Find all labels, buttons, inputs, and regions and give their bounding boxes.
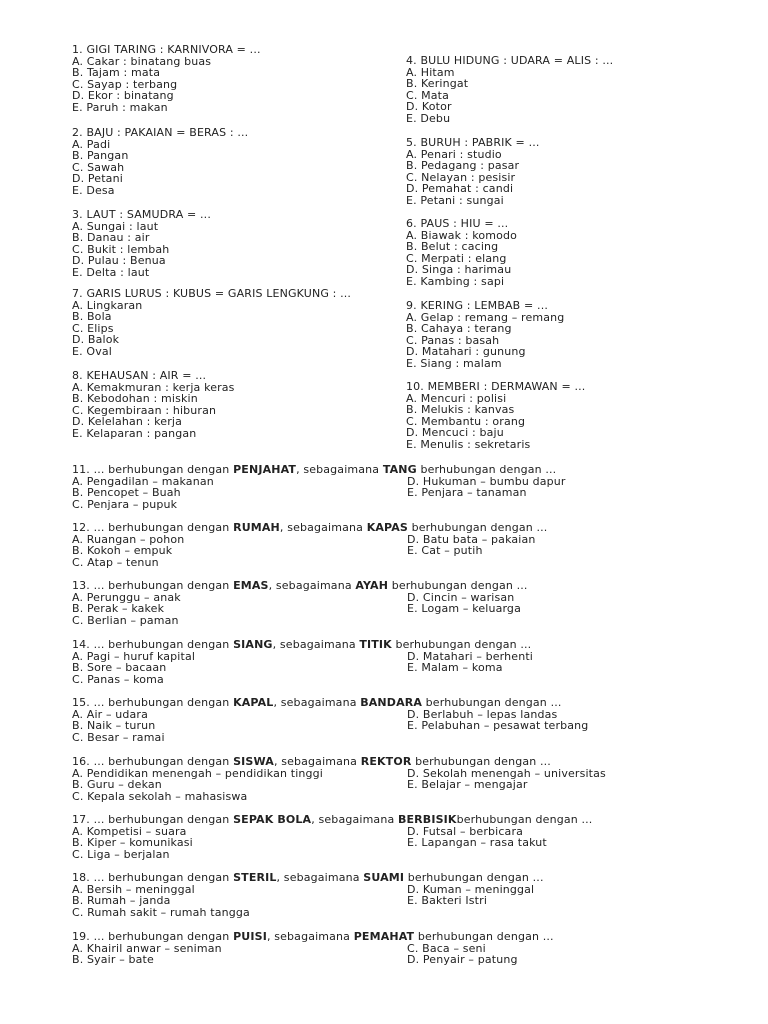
question-title: 12. ... berhubungan dengan RUMAH, sebagaimana KAPAS berhubungan dengan ... bbox=[72, 521, 548, 534]
question-title: 16. ... berhubungan dengan SISWA, sebagaimana REKTOR berhubungan dengan ... bbox=[72, 755, 551, 768]
option: B. Rumah – janda bbox=[72, 894, 171, 908]
option: D. Singa : harimau bbox=[406, 263, 512, 277]
keyword: STERIL bbox=[233, 871, 277, 884]
option: A. Hitam bbox=[406, 65, 455, 79]
option: A. Perunggu – anak bbox=[72, 590, 181, 604]
option: B. Bola bbox=[72, 310, 112, 324]
option: D. Batu bata – pakaian bbox=[407, 532, 536, 546]
option: A. Air – udara bbox=[72, 707, 148, 721]
option: B. Kiper – komunikasi bbox=[72, 836, 193, 850]
question-7 bbox=[72, 288, 351, 358]
option: B. Cahaya : terang bbox=[406, 322, 512, 336]
question-title: 4. BULU HIDUNG : UDARA = ALIS : ... bbox=[406, 54, 614, 67]
question-title: 7. GARIS LURUS : KUBUS = GARIS LENGKUNG : ... bbox=[72, 287, 352, 300]
question-5 bbox=[406, 137, 540, 207]
option: D. Pulau : Benua bbox=[72, 254, 166, 268]
option: D. Matahari : gunung bbox=[406, 345, 526, 359]
option: B. Naik – turun bbox=[72, 719, 156, 733]
question-17 bbox=[72, 814, 592, 860]
question-13 bbox=[72, 580, 528, 626]
option: D. Sekolah menengah – universitas bbox=[407, 766, 606, 780]
option: C. Sawah bbox=[72, 160, 125, 174]
keyword: REKTOR bbox=[360, 755, 412, 768]
option: B. Sore – bacaan bbox=[72, 661, 167, 675]
option: C. Membantu : orang bbox=[406, 414, 526, 428]
keyword: PEMAHAT bbox=[353, 930, 415, 943]
option: A. Penari : studio bbox=[406, 147, 502, 161]
question-3 bbox=[72, 209, 211, 279]
option: E. Cat – putih bbox=[407, 544, 483, 558]
keyword: EMAS bbox=[233, 579, 269, 592]
option: C. Sayap : terbang bbox=[72, 77, 178, 91]
option: E. Lapangan – rasa takut bbox=[407, 836, 547, 850]
option: A. Cakar : binatang buas bbox=[72, 54, 212, 68]
option: C. Elips bbox=[72, 321, 114, 335]
option: A. Pagi – huruf kapital bbox=[72, 649, 196, 663]
option: E. Siang : malam bbox=[406, 356, 502, 370]
keyword: PENJAHAT bbox=[233, 463, 297, 476]
option: D. Hukuman – bumbu dapur bbox=[407, 474, 566, 488]
option: A. Mencuri : polisi bbox=[406, 391, 507, 405]
option: A. Pendidikan menengah – pendidikan tinggi bbox=[72, 766, 323, 780]
option: A. Biawak : komodo bbox=[406, 228, 518, 242]
option: C. Mata bbox=[406, 88, 450, 102]
option: C. Atap – tenun bbox=[72, 555, 159, 569]
question-title: 19. ... berhubungan dengan PUISI, sebagaimana PEMAHAT berhubungan dengan ... bbox=[72, 930, 554, 943]
option: E. Delta : laut bbox=[72, 265, 150, 279]
question-title: 14. ... berhubungan dengan SIANG, sebagaimana TITIK berhubungan dengan ... bbox=[72, 638, 532, 651]
option: D. Matahari – berhenti bbox=[407, 649, 533, 663]
option: A. Kompetisi – suara bbox=[72, 824, 187, 838]
option: B. Kebodohan : miskin bbox=[72, 392, 198, 406]
option: B. Melukis : kanvas bbox=[406, 403, 515, 417]
option: B. Belut : cacing bbox=[406, 240, 499, 254]
option: B. Syair – bate bbox=[72, 953, 154, 967]
question-title: 3. LAUT : SAMUDRA = ... bbox=[72, 208, 211, 221]
keyword: SISWA bbox=[233, 755, 274, 768]
keyword: SIANG bbox=[233, 638, 273, 651]
keyword: KAPAS bbox=[366, 521, 408, 534]
keyword: BERBISIK bbox=[397, 813, 457, 826]
question-2 bbox=[72, 127, 248, 197]
option: E. Kelaparan : pangan bbox=[72, 426, 197, 440]
question-12 bbox=[72, 522, 547, 568]
option: B. Perak – kakek bbox=[72, 602, 165, 616]
option: D. Petani bbox=[72, 172, 123, 186]
option: E. Paruh : makan bbox=[72, 100, 168, 114]
option: D. Mencuci : baju bbox=[406, 426, 504, 440]
question-11 bbox=[72, 463, 566, 511]
option: C. Besar – ramai bbox=[72, 730, 165, 744]
keyword: TITIK bbox=[359, 638, 392, 651]
option: C. Liga – berjalan bbox=[72, 847, 170, 861]
option: C. Penjara – pupuk bbox=[72, 497, 178, 511]
question-title: 9. KERING : LEMBAB = ... bbox=[406, 299, 548, 312]
option: D. Penyair – patung bbox=[407, 953, 518, 967]
keyword: PUISI bbox=[233, 930, 267, 943]
question-title: 15. ... berhubungan dengan KAPAL, sebagaimana BANDARA berhubungan dengan ... bbox=[72, 696, 562, 709]
option: A. Kemakmuran : kerja keras bbox=[72, 380, 235, 394]
keyword: RUMAH bbox=[233, 521, 280, 534]
option: B. Tajam : mata bbox=[72, 66, 161, 80]
option: E. Bakteri Istri bbox=[407, 894, 488, 908]
keyword: SEPAK BOLA bbox=[233, 813, 312, 826]
option: E. Petani : sungai bbox=[406, 193, 504, 207]
option: D. Berlabuh – lepas landas bbox=[407, 707, 558, 721]
option: B. Keringat bbox=[406, 77, 469, 91]
option: B. Pedagang : pasar bbox=[406, 159, 520, 173]
option: C. Panas – koma bbox=[72, 672, 164, 686]
option: C. Berlian – paman bbox=[72, 613, 179, 627]
option: D. Futsal – berbicara bbox=[407, 824, 524, 838]
question-title: 11. ... berhubungan dengan PENJAHAT, sebagaimana TANG berhubungan dengan ... bbox=[72, 463, 557, 476]
option: E. Debu bbox=[406, 111, 451, 125]
option: E. Menulis : sekretaris bbox=[406, 437, 531, 451]
question-9 bbox=[406, 300, 564, 370]
question-title: 1. GIGI TARING : KARNIVORA = ... bbox=[72, 43, 261, 56]
option: D. Pemahat : candi bbox=[406, 182, 514, 196]
question-title: 5. BURUH : PABRIK = ... bbox=[406, 136, 540, 149]
keyword: AYAH bbox=[355, 579, 389, 592]
keyword: BANDARA bbox=[360, 696, 423, 709]
question-19 bbox=[72, 931, 554, 966]
option: E. Malam – koma bbox=[407, 661, 503, 675]
option: A. Padi bbox=[72, 137, 111, 151]
option: A. Ruangan – pohon bbox=[72, 532, 185, 546]
question-title: 13. ... berhubungan dengan EMAS, sebagaimana AYAH berhubungan dengan ... bbox=[72, 579, 528, 592]
question-4 bbox=[406, 55, 613, 125]
option: B. Pangan bbox=[72, 149, 129, 163]
option: E. Penjara – tanaman bbox=[407, 486, 527, 500]
option: C. Rumah sakit – rumah tangga bbox=[72, 905, 250, 919]
option: E. Oval bbox=[72, 344, 112, 358]
question-14 bbox=[72, 639, 531, 685]
option: D. Kelelahan : kerja bbox=[72, 415, 182, 429]
option: C. Nelayan : pesisir bbox=[406, 170, 516, 184]
option: C. Bukit : lembah bbox=[72, 242, 170, 256]
option: A. Khairil anwar – seniman bbox=[72, 941, 222, 955]
keyword: TANG bbox=[382, 463, 417, 476]
option: D. Kotor bbox=[406, 100, 452, 114]
question-title: 18. ... berhubungan dengan STERIL, sebagaimana SUAMI berhubungan dengan ... bbox=[72, 871, 544, 884]
question-1 bbox=[72, 44, 261, 114]
option: E. Logam – keluarga bbox=[407, 602, 521, 616]
option: A. Bersih – meninggal bbox=[72, 882, 195, 896]
option: C. Merpati : elang bbox=[406, 251, 507, 265]
question-6 bbox=[406, 218, 517, 288]
question-title: 6. PAUS : HIU = ... bbox=[406, 217, 509, 230]
option: D. Ekor : binatang bbox=[72, 89, 174, 103]
keyword: KAPAL bbox=[233, 696, 274, 709]
option: A. Sungai : laut bbox=[72, 219, 159, 233]
option: E. Belajar – mengajar bbox=[407, 778, 528, 792]
option: A. Lingkaran bbox=[72, 298, 143, 312]
option: B. Pencopet – Buah bbox=[72, 486, 181, 500]
option: A. Gelap : remang – remang bbox=[406, 310, 565, 324]
option: E. Desa bbox=[72, 183, 115, 197]
option: B. Kokoh – empuk bbox=[72, 544, 173, 558]
option: C. Kepala sekolah – mahasiswa bbox=[72, 789, 248, 803]
option: D. Kuman – meninggal bbox=[407, 882, 535, 896]
question-title: 10. MEMBERI : DERMAWAN = ... bbox=[406, 380, 586, 393]
question-16 bbox=[72, 755, 606, 803]
option: C. Kegembiraan : hiburan bbox=[72, 403, 217, 417]
option: A. Pengadilan – makanan bbox=[72, 474, 214, 488]
option: D. Balok bbox=[72, 333, 120, 347]
option: D. Cincin – warisan bbox=[407, 590, 515, 604]
option: B. Guru – dekan bbox=[72, 778, 162, 792]
option: E. Pelabuhan – pesawat terbang bbox=[407, 719, 589, 733]
question-title: 2. BAJU : PAKAIAN = BERAS : ... bbox=[72, 126, 249, 139]
question-title: 8. KEHAUSAN : AIR = ... bbox=[72, 369, 207, 382]
option: E. Kambing : sapi bbox=[406, 274, 505, 288]
keyword: SUAMI bbox=[363, 871, 405, 884]
option: B. Danau : air bbox=[72, 231, 150, 245]
question-title: 17. ... berhubungan dengan SEPAK BOLA, sebagaimana BERBISIKberhubungan dengan ... bbox=[72, 813, 593, 826]
question-15 bbox=[72, 696, 589, 744]
question-18 bbox=[72, 872, 544, 918]
question-10 bbox=[406, 381, 585, 451]
option: C. Panas : basah bbox=[406, 333, 500, 347]
question-8 bbox=[72, 370, 235, 440]
option: C. Baca – seni bbox=[407, 941, 486, 955]
